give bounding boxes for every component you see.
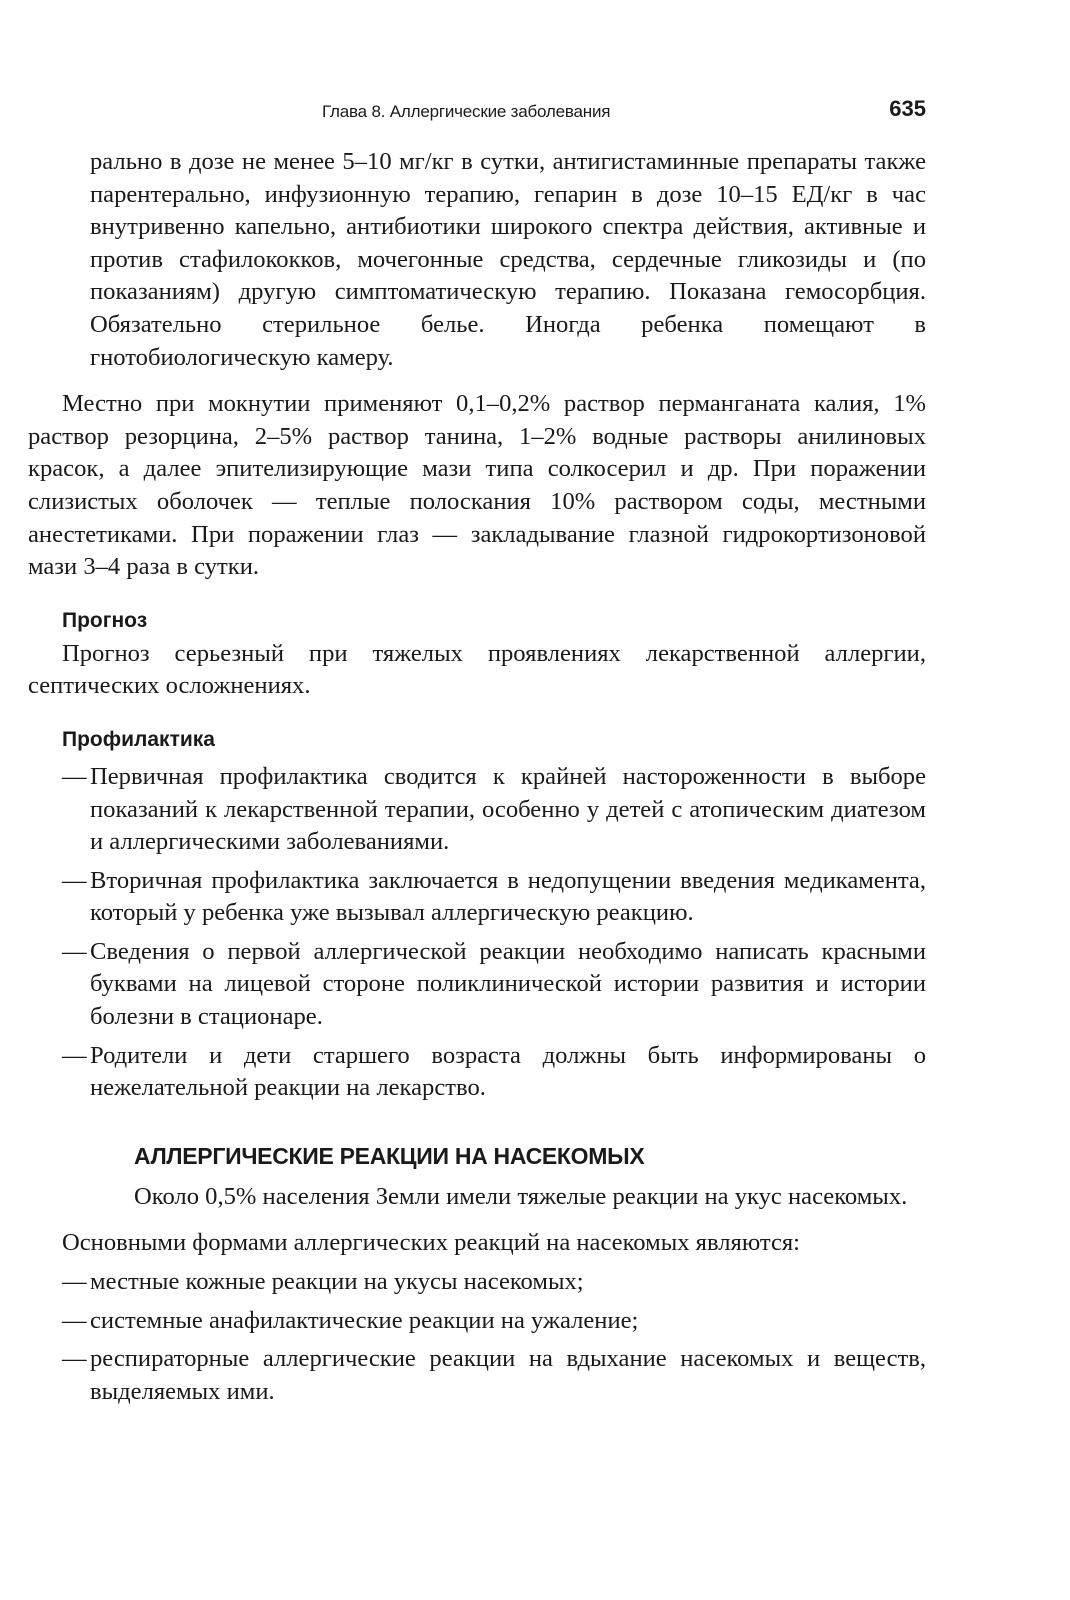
running-title: Глава 8. Аллергические заболевания [322, 102, 611, 121]
list-item: — Вторичная профилактика заключается в недопущении введения медикамента, который у ребенка уже вызывал аллергическую реакцию. [28, 865, 926, 930]
prognosis-heading: Прогноз [62, 608, 148, 632]
local-treatment-paragraph: Местно при мокнутии применяют 0,1–0,2% раствор перманганата калия, 1% раствор резорцина, 2–5% раствор танина, 1–2% водные растворы анилиновых красок, а далее эпителизирующие мази типа солкосерил и др. При поражении слизистых оболочек — теплые полоскания 10% раствором соды, местными анестетиками. При поражении глаз — закладывание глазной гидрокортизоновой мази 3–4 раза в сутки. [28, 390, 926, 581]
section-heading-insect-allergy: АЛЛЕРГИЧЕСКИЕ РЕАКЦИИ НА НАСЕКОМЫХ [134, 1142, 645, 1169]
prevention-list [28, 761, 926, 1105]
list-item: — Сведения о первой аллергической реакции необходимо написать красными буквами на лицевой стороне поликлинической истории развития и истории болезни в стационаре. [28, 936, 926, 1034]
list-item: — местные кожные реакции на укусы насекомых; [28, 1266, 926, 1299]
list-item: — респираторные аллергические реакции на вдыхание насекомых и веществ, выделяемых ими. [28, 1343, 926, 1408]
body-text [28, 146, 926, 1408]
insect-intro-paragraph: Около 0,5% населения Земли имели тяжелые реакции на укус насекомых. [134, 1182, 908, 1210]
treatment-continuation-paragraph: рально в дозе не менее 5–10 мг/кг в сутки, антигистаминные препараты также парентерально, инфузионную терапию, гепарин в дозе 10–15 ЕД/кг в час внутривенно капельно, антибиотики широкого спектра действия, активные и против стафилококков, мочегонные средства, сердечные гликозиды и (по показаниям) другую симптоматическую терапию. Показана гемосорбция. Обязательно стерильное белье. Иногда ребенка помещают в гнотобиологическую камеру. [90, 148, 926, 371]
prevention-heading: Профилактика [62, 727, 215, 751]
insect-forms-intro: Основными формами аллергических реакций на насекомых являются: [62, 1229, 801, 1257]
list-item: — системные анафилактические реакции на ужаление; [28, 1305, 926, 1338]
running-header [62, 96, 926, 130]
insect-forms-list [28, 1266, 926, 1408]
list-item: — Родители и дети старшего возраста должны быть информированы о нежелательной реакции на лекарство. [28, 1040, 926, 1105]
page-number: 635 [889, 96, 926, 121]
list-item: — Первичная профилактика сводится к крайней настороженности в выборе показаний к лекарственной терапии, особенно у детей с атопическим диатезом и аллергическими заболеваниями. [28, 761, 926, 859]
prognosis-paragraph: Прогноз серьезный при тяжелых проявлениях лекарственной аллергии, септических осложнениях. [28, 639, 926, 700]
